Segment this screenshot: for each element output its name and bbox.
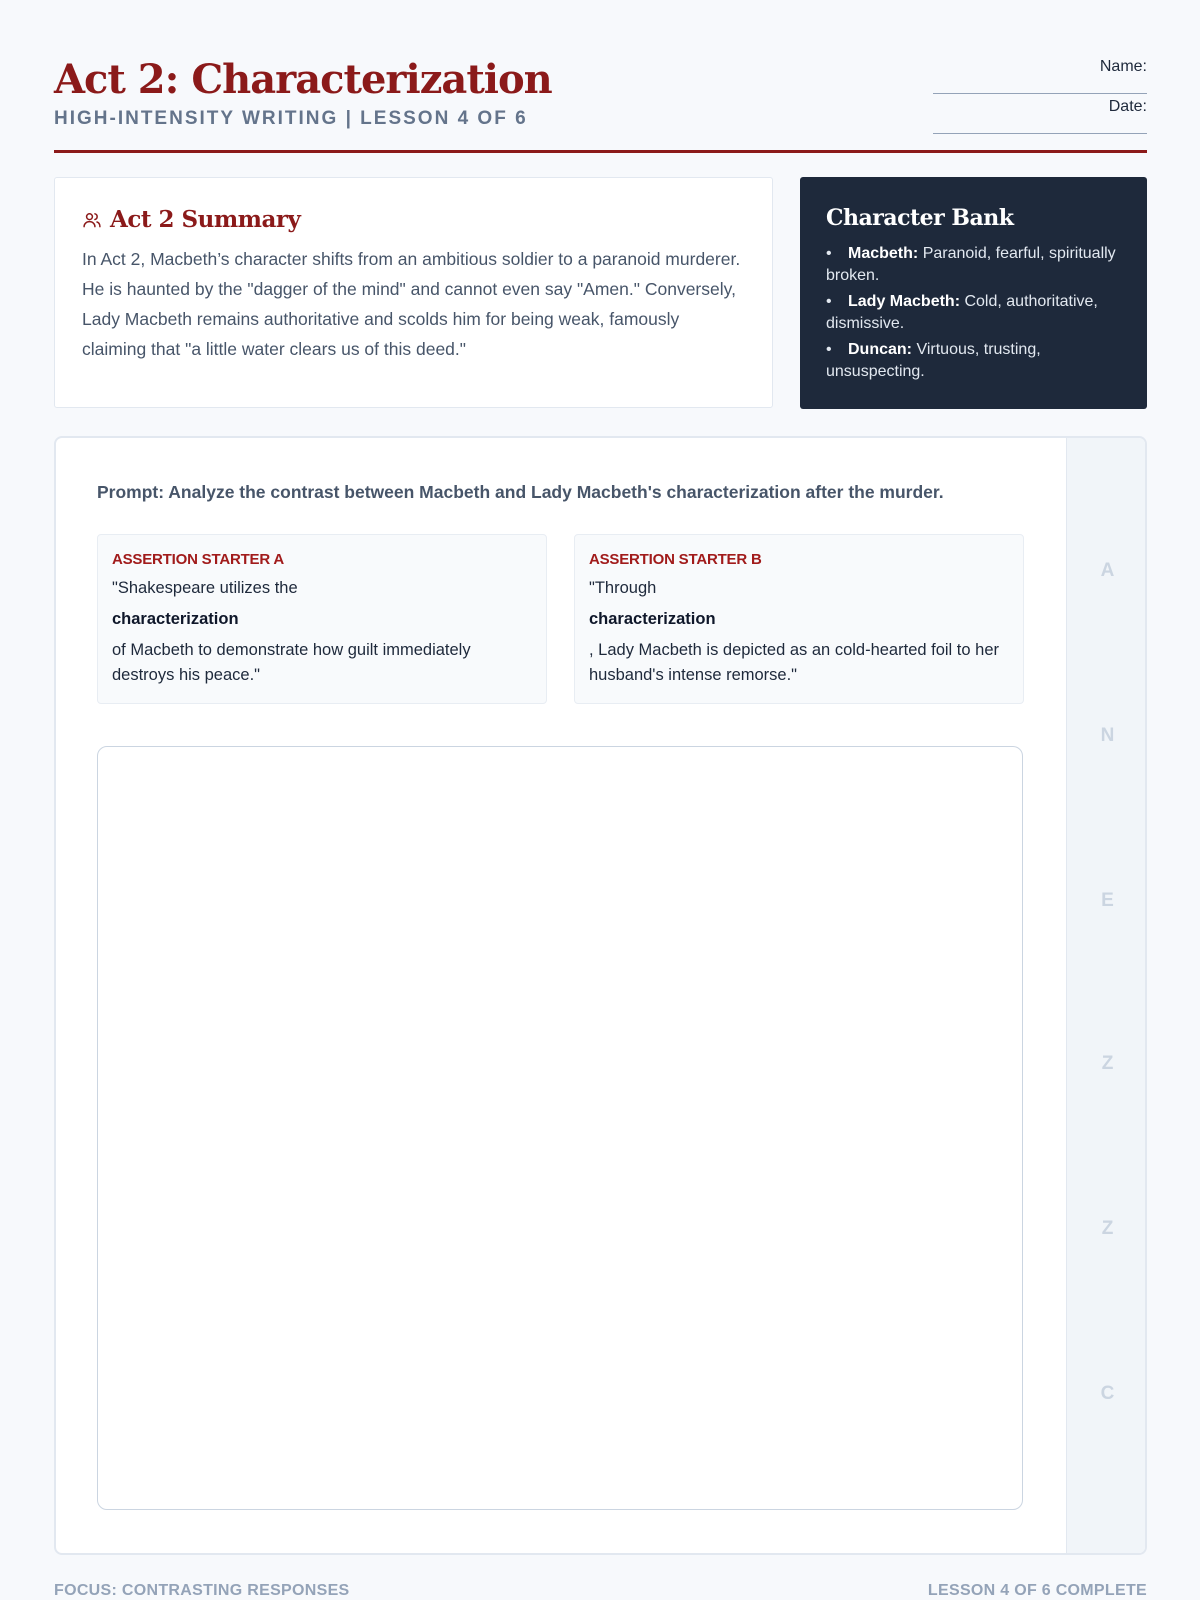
rail-letter: C [1100, 1383, 1115, 1404]
character-bank [800, 177, 1147, 409]
rail-letter: N [1100, 725, 1115, 746]
summary-card [54, 177, 773, 408]
starter-text: "Through [589, 579, 657, 597]
assertion-starter-b [574, 534, 1024, 704]
character-bank-title: Character Bank [826, 205, 1014, 231]
rail-letter: E [1101, 890, 1114, 911]
starter-keyword: characterization [589, 610, 716, 628]
character-item: • Lady Macbeth: Cold, authoritative, dismissive. [826, 293, 1098, 332]
users-icon [82, 210, 102, 230]
character-traits: Cold, authoritative, dismissive. [826, 293, 1098, 332]
summary-header [82, 206, 300, 233]
character-name: Duncan: [848, 341, 912, 358]
character-item: • Macbeth: Paranoid, fearful, spiritually broken. [826, 245, 1116, 284]
character-list [826, 243, 1126, 387]
character-item: • Duncan: Virtuous, trusting, unsuspecting. [826, 341, 1041, 380]
date-field[interactable] [933, 94, 1147, 134]
worksheet-page [54, 0, 1147, 1600]
page-header [54, 54, 1147, 153]
date-label: Date: [1108, 98, 1147, 115]
starter-text: "Shakespeare utilizes the [112, 579, 298, 597]
starter-label: ASSERTION STARTER B [589, 551, 762, 568]
page-title: Act 2: Characterization [54, 56, 552, 103]
starter-text: of Macbeth to demonstrate how guilt immediately destroys his peace." [112, 641, 471, 684]
writing-workspace [54, 436, 1147, 1555]
name-field[interactable] [933, 54, 1147, 94]
summary-text: In Act 2, Macbeth’s character shifts from an ambitious soldier to a paranoid murderer. He is haunted by the "dagger of the mind" and cannot even say "Amen." Conversely, Lady Macbeth remains authoritative and scolds him for being weak, famously claiming that "a little water clears us of this deed." [82, 249, 741, 359]
starter-label: ASSERTION STARTER A [112, 551, 285, 568]
student-info [933, 54, 1147, 134]
aneezc-rail [1066, 438, 1147, 1553]
rail-letter: Z [1101, 1053, 1114, 1074]
summary-title: Act 2 Summary [110, 206, 301, 233]
rail-letter: Z [1101, 1218, 1114, 1239]
name-label: Name: [1099, 58, 1147, 75]
character-traits: Paranoid, fearful, spiritually broken. [826, 245, 1116, 284]
footer-focus: FOCUS: CONTRASTING RESPONSES [54, 1582, 350, 1599]
character-traits: Virtuous, trusting, unsuspecting. [826, 341, 1041, 380]
character-name: Macbeth: [848, 245, 919, 262]
page-subtitle: HIGH-INTENSITY WRITING | LESSON 4 OF 6 [54, 108, 528, 129]
footer-progress: LESSON 4 OF 6 COMPLETE [927, 1582, 1147, 1599]
starter-text: , Lady Macbeth is depicted as an cold-hearted foil to her husband's intense remorse." [589, 641, 999, 684]
starter-keyword: characterization [112, 610, 239, 628]
response-textarea[interactable] [97, 746, 1023, 1510]
assertion-starter-a [97, 534, 547, 704]
character-name: Lady Macbeth: [848, 293, 961, 310]
rail-letter: A [1100, 560, 1115, 581]
writing-prompt: Prompt: Analyze the contrast between Macbeth and Lady Macbeth's characterization after the murder. [97, 482, 944, 502]
